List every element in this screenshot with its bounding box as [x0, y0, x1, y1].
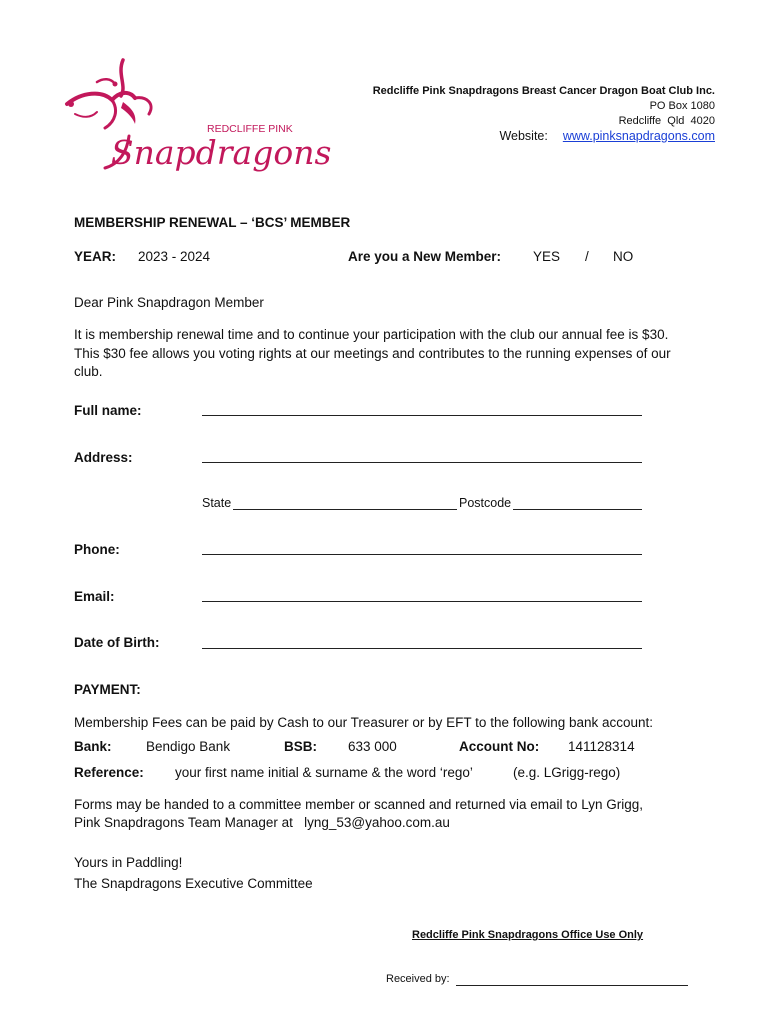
greeting: Dear Pink Snapdragon Member — [74, 295, 264, 310]
address-label: Address: — [74, 450, 133, 465]
reference-example: (e.g. LGrigg-rego) — [513, 765, 621, 780]
closing-line-2: The Snapdragons Executive Committee — [74, 876, 313, 891]
logo-tagline: REDCLIFFE PINK — [207, 123, 293, 135]
year-value: 2023 - 2024 — [138, 249, 211, 264]
locality: Redcliffe Qld 4020 — [618, 115, 715, 127]
full-name-field[interactable] — [202, 415, 642, 416]
bsb-value: 633 000 — [348, 739, 397, 754]
option-separator: / — [585, 249, 589, 264]
po-box: PO Box 1080 — [649, 100, 715, 112]
year-label: YEAR: — [74, 249, 117, 264]
state-label: State — [202, 496, 232, 510]
bank-label: Bank: — [74, 739, 112, 754]
website-row — [499, 129, 715, 143]
closing-line-1: Yours in Paddling! — [74, 855, 183, 870]
account-value: 141128314 — [568, 739, 635, 754]
option-no[interactable]: NO — [613, 249, 634, 264]
org-name: Redcliffe Pink Snapdragons Breast Cancer Dragon Boat Club Inc. — [372, 85, 715, 97]
option-yes[interactable]: YES — [533, 249, 561, 264]
dob-label: Date of Birth: — [74, 635, 160, 650]
postcode-label: Postcode — [459, 496, 512, 510]
website-link[interactable]: www.pinksnapdragons.com — [562, 129, 715, 143]
account-label: Account No: — [459, 739, 540, 754]
reference-label: Reference: — [74, 765, 144, 780]
reference-value: your first name initial & surname & the word ‘rego’ — [175, 765, 473, 780]
website-label: Website: — [499, 129, 548, 143]
bsb-label: BSB: — [284, 739, 317, 754]
intro-line-3: club. — [74, 364, 103, 379]
email-label: Email: — [74, 589, 115, 604]
snapdragons-logo — [57, 52, 332, 178]
phone-field[interactable] — [202, 554, 642, 555]
received-by-field[interactable] — [456, 985, 688, 986]
bank-value: Bendigo Bank — [146, 739, 231, 754]
full-name-label: Full name: — [74, 403, 142, 418]
payment-intro: Membership Fees can be paid by Cash to our Treasurer or by EFT to the following bank account: — [74, 715, 654, 730]
received-by-label: Received by: — [386, 973, 450, 985]
new-member-label: Are you a New Member: — [348, 249, 502, 264]
forms-line-2: Pink Snapdragons Team Manager at lyng_53@yahoo.com.au — [74, 815, 450, 830]
payment-heading: PAYMENT: — [74, 682, 141, 697]
address-field[interactable] — [202, 462, 642, 463]
postcode-field[interactable] — [513, 509, 642, 510]
intro-line-1: It is membership renewal time and to continue your participation with the club our annual fee is $30. — [74, 327, 669, 342]
logo-wordmark: Snapdragons — [111, 133, 332, 172]
form-title: MEMBERSHIP RENEWAL – ‘BCS’ MEMBER — [74, 215, 351, 230]
state-field[interactable] — [233, 509, 457, 510]
email-field[interactable] — [202, 601, 642, 602]
phone-label: Phone: — [74, 542, 120, 557]
forms-line-1: Forms may be handed to a committee member or scanned and returned via email to Lyn Grigg, — [74, 797, 644, 812]
office-use-heading: Redcliffe Pink Snapdragons Office Use Only — [412, 929, 644, 941]
dob-field[interactable] — [202, 648, 642, 649]
intro-line-2: This $30 fee allows you voting rights at our meetings and contributes to the running expenses of our — [74, 346, 671, 361]
